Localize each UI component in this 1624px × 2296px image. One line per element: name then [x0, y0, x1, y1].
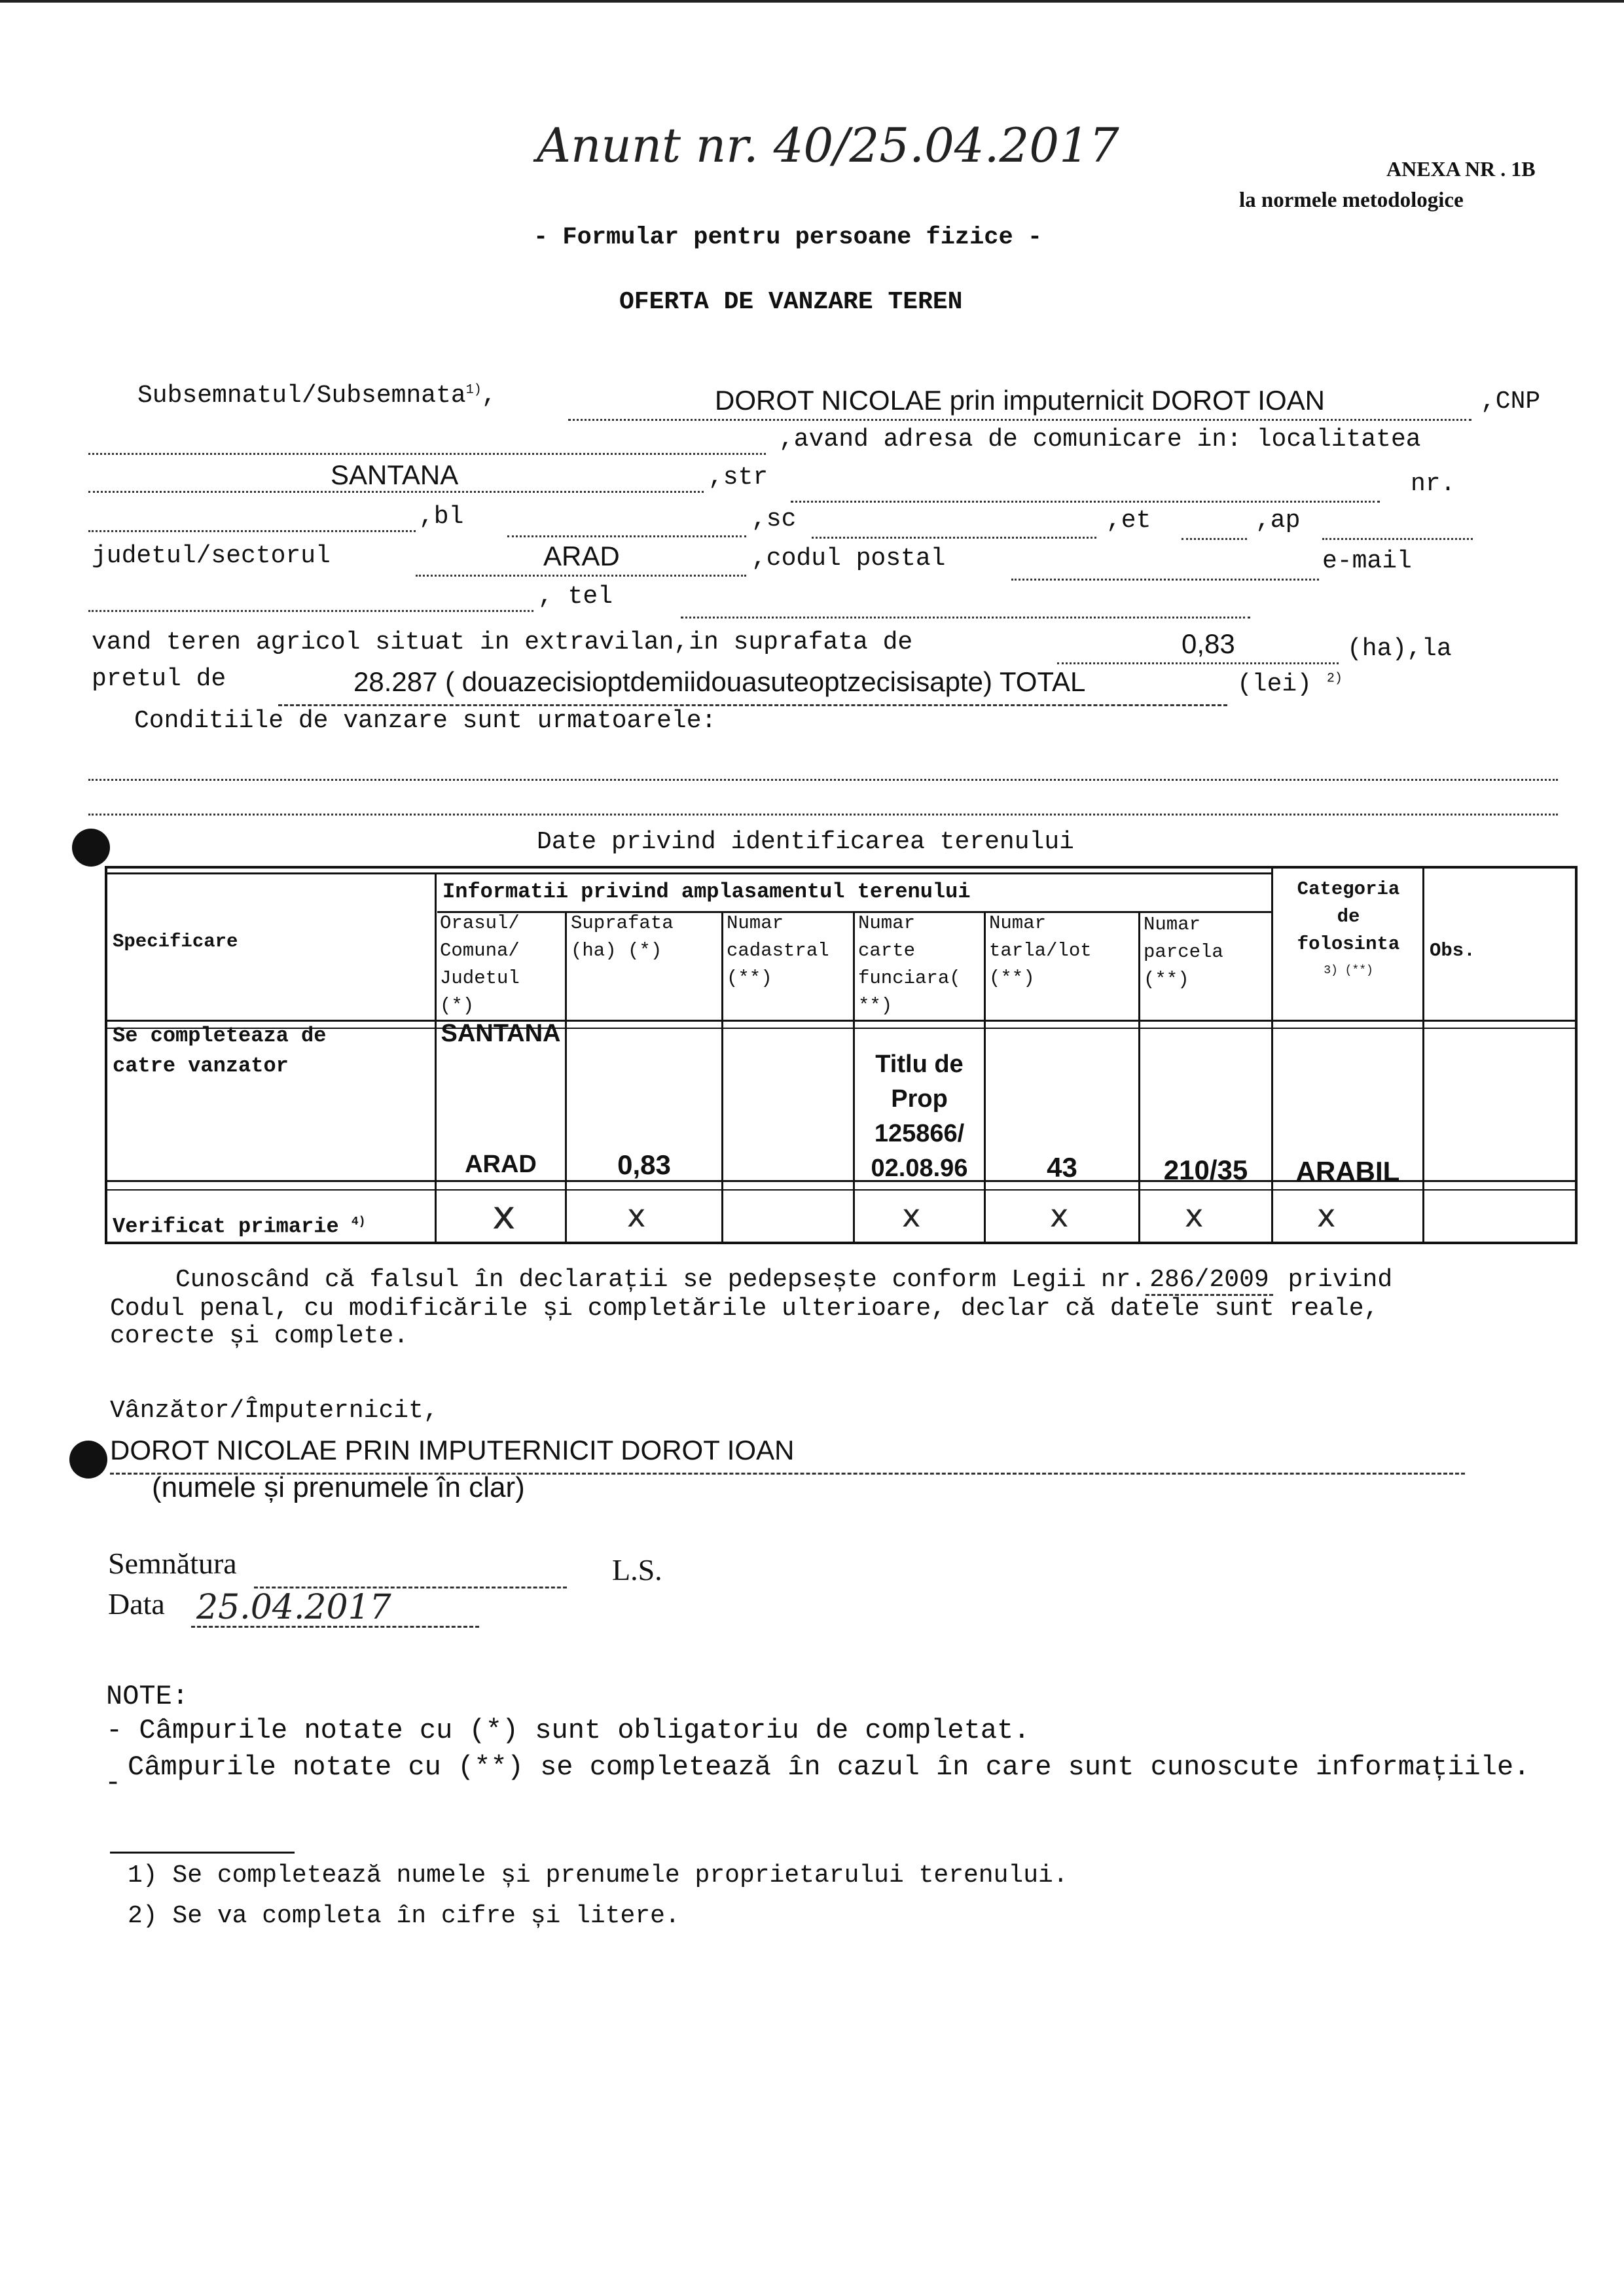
obs-header: Obs.: [1430, 940, 1475, 961]
verified-row-label: Verificat primarie $^{4)}$: [113, 1214, 366, 1239]
seller-row-label: Se completeaza de catre vanzator: [113, 1024, 327, 1078]
seller-parcel: 210/35: [1163, 1155, 1248, 1185]
postal-code-field-line: [1011, 579, 1319, 581]
declaration-line-3: corecte și complete.: [110, 1322, 409, 1350]
date-label: Data: [108, 1587, 165, 1621]
seller-tarla: 43: [1047, 1152, 1077, 1183]
verified-mark-parcel: x: [1185, 1198, 1204, 1234]
page-title: OFERTA DE VANZARE TEREN: [619, 288, 963, 316]
column-header-commune: Orasul/ Comuna/ Judetul (*): [440, 912, 520, 1016]
seller-land-book: Titlu de Prop 125866/ 02.08.96: [871, 1050, 968, 1182]
county-label: judetul/sectorul: [92, 542, 331, 570]
seller-name: DOROT NICOLAE PRIN IMPUTERNICIT DOROT IOAN: [110, 1435, 795, 1465]
phone-label: , tel: [538, 583, 613, 611]
form-type: - Formular pentru persoane fizice -: [533, 224, 1043, 251]
annex-number: ANEXA NR . 1B: [1386, 157, 1536, 181]
street-field-line: [791, 501, 1380, 503]
location-header: Informatii privind amplasamentul terenului: [442, 880, 971, 904]
conditions-label: Conditiile de vanzare sunt urmatoarele:: [134, 707, 717, 735]
seller-area: 0,83: [617, 1149, 671, 1180]
signature-label: Semnătura: [108, 1547, 237, 1580]
table-caption: Date privind identificarea terenului: [537, 828, 1074, 856]
postal-code-label: ,codul postal: [751, 545, 946, 573]
column-header-area: Suprafata (ha) (*): [571, 912, 674, 961]
locality-field-line: [88, 491, 704, 493]
verified-mark-area: x: [627, 1198, 646, 1234]
stair-label: ,sc: [751, 505, 797, 533]
column-header-land-book: Numar carte funciara( **): [858, 912, 961, 1016]
area-field-line: [1057, 662, 1339, 664]
verified-mark-category: x: [1317, 1198, 1336, 1234]
apartment-field-line: [1322, 538, 1473, 540]
price-value: 28.287 ( douazecisioptdemiidouasuteoptzecisisapte) TOTAL: [353, 666, 1086, 697]
footnote-1: 1) Se completează numele și prenumele proprietarului terenului.: [128, 1861, 1068, 1890]
price-unit-label: (lei) $^{2)}$: [1237, 670, 1343, 698]
owner-name-value: DOROT NICOLAE prin imputernicit DOROT IOAN: [715, 385, 1325, 416]
county-field-line: [416, 575, 746, 577]
area-unit-label: (ha),la: [1347, 635, 1452, 663]
seller-name-caption: (numele și prenumele în clar): [152, 1471, 525, 1503]
phone-field-line: [681, 617, 1250, 619]
seller-label: Vânzător/Împuternicit,: [110, 1397, 439, 1425]
subsemnatul-label: Subsemnatul/Subsemnata$^{1)}$,: [137, 382, 497, 410]
seal-label: L.S.: [612, 1553, 662, 1587]
cnp-field-line: [88, 453, 766, 455]
footnote-2: 2) Se va completa în cifre și litere.: [128, 1902, 680, 1930]
number-field-line: [88, 530, 416, 532]
block-label: ,bl: [419, 503, 464, 531]
verified-mark-tarla: x: [1050, 1198, 1069, 1234]
spec-header: Specificare: [113, 931, 238, 952]
name-field-line: [568, 419, 1471, 421]
seller-county: ARAD: [465, 1151, 537, 1178]
handwritten-registration: Anunt nr. 40/25.04.2017: [537, 118, 1119, 173]
price-field-line: [278, 704, 1227, 706]
verified-mark-commune: x: [492, 1193, 516, 1238]
date-value: 25.04.2017: [196, 1588, 391, 1627]
column-header-parcel: Numar parcela (**): [1144, 914, 1223, 990]
stair-field-line: [812, 537, 1096, 539]
apartment-label: ,ap: [1255, 507, 1301, 535]
column-header-tarla: Numar tarla/lot (**): [989, 912, 1092, 989]
column-header-cadastral: Numar cadastral (**): [727, 912, 829, 989]
conditions-line-2: [88, 814, 1558, 816]
footnote-separator: [110, 1852, 295, 1854]
floor-label: ,et: [1106, 507, 1151, 535]
verified-mark-land-book: x: [902, 1198, 921, 1234]
declaration-line-2: Codul penal, cu modificările și completările ulterioare, declar că datele sunt reale,: [110, 1295, 1379, 1323]
top-edge-line: [0, 0, 1624, 3]
note-item-2: Câmpurile notate cu (**) se completează în cazul în care sunt cunoscute informațiile.: [128, 1751, 1530, 1783]
declaration-line-1: Cunoscând că falsul în declarații se pedepsește conform Legii nr. 286/2009 privind: [175, 1266, 1392, 1296]
floor-field-line: [1182, 538, 1247, 540]
category-header-sup: 3) (**): [1324, 964, 1373, 977]
area-value: 0,83: [1182, 628, 1235, 659]
email-field-line: [88, 610, 533, 612]
annex-subtitle: la normele metodologice: [1239, 188, 1464, 212]
seller-commune: SANTANA: [441, 1020, 561, 1047]
email-label: e-mail: [1322, 547, 1412, 575]
note-item-2-dash: -: [105, 1767, 122, 1799]
address-label: ,avand adresa de comunicare in: localitatea: [779, 425, 1421, 454]
notes-title: NOTE:: [106, 1681, 189, 1712]
street-label: ,str: [708, 463, 768, 492]
category-header: Categoria de folosinta: [1297, 878, 1400, 955]
conditions-line-1: [88, 779, 1558, 781]
county-value: ARAD: [543, 541, 620, 571]
punch-hole-top: [72, 829, 110, 867]
block-field-line: [507, 535, 746, 537]
cnp-label: ,CNP: [1481, 387, 1541, 416]
seller-category: ARABIL: [1295, 1156, 1400, 1187]
note-item-1: - Câmpurile notate cu (*) sunt obligatoriu de completat.: [106, 1715, 1030, 1746]
punch-hole-bottom: [69, 1441, 107, 1479]
sale-area-label: vand teren agricol situat in extravilan,in suprafata de: [92, 628, 913, 656]
locality-value: SANTANA: [331, 459, 459, 490]
price-label: pretul de: [92, 665, 226, 693]
number-label: nr.: [1411, 470, 1456, 498]
